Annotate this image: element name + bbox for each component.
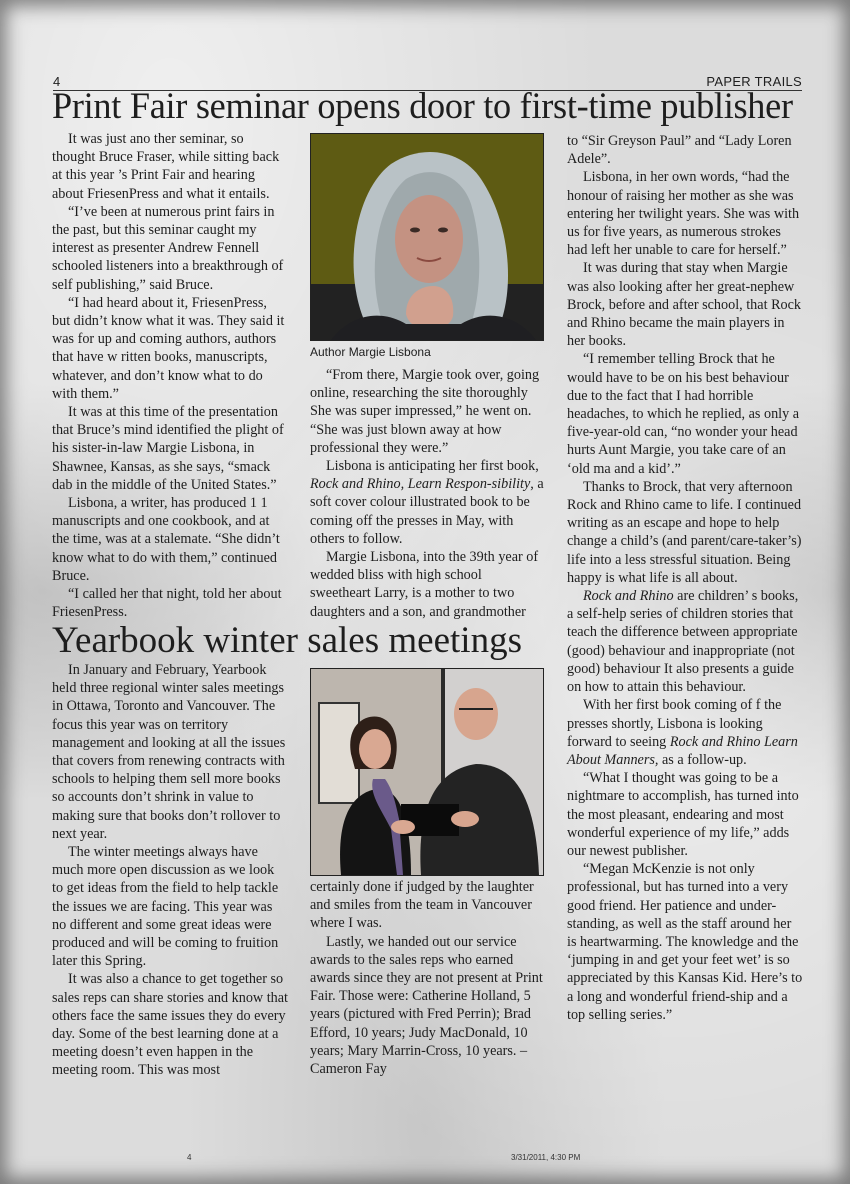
- paragraph: certainly done if judged by the laughter and smiles from the team in Vancouver where I was.: [310, 879, 534, 932]
- headline-print-fair: Print Fair seminar opens door to first-time publisher: [52, 86, 793, 127]
- paragraph: “Megan McKenzie is not only professional, but has turned into a very good friend. Her patience and under-standing, as well as the staff around her is heartwarming. The knowledge and the ‘jumping in and get your feet wet’ is so appreciated by this Kansas Kid. Here’s to a long and wonderful friend-ship and a top selling series.”: [567, 861, 803, 1023]
- text-run: Lisbona is anticipating her first book,: [326, 458, 539, 475]
- paragraph: [567, 696, 803, 769]
- text-run: With her first book coming of f the presses shortly, Lisbona is looking forward to seeing: [567, 697, 782, 750]
- paragraph: It was just ano ther seminar, so thought Bruce Fraser, while sitting back at this year ’s Print Fair and hearing about FriesenPress and what it entails.: [52, 131, 280, 202]
- footer-page-number: 4: [187, 1153, 192, 1162]
- paragraph: Thanks to Brock, that very afternoon Rock and Rhino came to life. I continued writing as an escape and hope to help change a child’s (and parent/care-taker’s) life into a less stressful situation. Being happy is what life is all about.: [567, 478, 802, 586]
- masthead: PAPER TRAILS: [706, 74, 802, 89]
- paragraph: In January and February, Yearbook held three regional winter sales meetings in Ottawa, Toronto and Vancouver. The focus this year was on territory management and looking at all the issues that covers from renewing contracts with schools to helping them sell more books so accounts don’t shrink in value to making sure that books don’t rollover to next year.: [52, 662, 286, 842]
- text-run: , a soft cover colour illustrated book to be coming off the presses in May, with others to follow.: [310, 476, 544, 547]
- paragraph: The winter meetings always have much more open discussion as we look to get ideas from the field to help tackle the issues we are facing. This year was no different and some great ideas were produced and will be coming to fruition later this Spring.: [52, 844, 279, 970]
- paragraph: “I called her that night, told her about FriesenPress.: [52, 586, 282, 621]
- book-title: Rock and Rhino, Learn Respon-sibility: [310, 476, 531, 493]
- paragraph: Lisbona, a writer, has produced 1 1 manuscripts and one cookbook, and at the time, was at a stalemate. “She didn’t know what to do with them,” continued Bruce.: [52, 495, 280, 584]
- award-photo: [310, 668, 544, 876]
- paragraph: It was also a chance to get together so sales reps can share stories and know that others face the same issues they do every day. Some of the best learning done at a meeting doesn’t even happen in the meeting room. This was most: [52, 971, 288, 1079]
- portrait-illustration: [311, 134, 543, 340]
- page-number: 4: [53, 74, 61, 89]
- paragraph: Margie Lisbona, into the 39th year of wedded bliss with high school sweetheart Larry, is a mother to two daughters and a son, and grandmother: [310, 549, 539, 620]
- paragraph: [567, 587, 803, 696]
- paragraph: “I remember telling Brock that he would have to be on his best behaviour due to the fact that I had horrible headaches, to which he replied, as only a five-year-old can, “no wonder your head hurts Aunt Margie, you take care of an ‘old ma and a kid’.”: [567, 351, 800, 477]
- article1-column-3: [567, 132, 803, 1024]
- book-title: Rock and Rhino: [583, 588, 674, 605]
- article2-column-1: [52, 661, 288, 1080]
- footer-timestamp: 3/31/2011, 4:30 PM: [511, 1153, 581, 1162]
- article2-column-2: [310, 878, 546, 1078]
- author-photo: [310, 133, 544, 341]
- paragraph: to “Sir Greyson Paul” and “Lady Loren Adele”.: [567, 133, 792, 168]
- article1-column-1: [52, 130, 288, 621]
- paragraph: Lisbona, in her own words, “had the honour of raising her mother as she was entering her twilight years. She was with us for five years, as numerous strokes had left her unable to care for herself.”: [567, 169, 800, 259]
- text-run: as a follow-up.: [658, 751, 747, 768]
- paragraph: “From there, Margie took over, going online, researching the site thoroughly She was super impressed,” he went on. “She was just blown away at how professional they were.”: [310, 367, 540, 456]
- paragraph: “I had heard about it, FriesenPress, but didn’t know what it was. They said it was for up and coming authors, authors that have w ritten books, manuscripts, whatever, and don’t know what to do with them.”: [52, 294, 285, 402]
- paragraph: It was during that stay when Margie was also looking after her great-nephew Brock, before and after school, that Rock and Rhino became the main players in her books.: [567, 260, 802, 350]
- paragraph: “I’ve been at numerous print fairs in the past, but this seminar caught my interest as presenter Andrew Fennell schooled listeners into a breakthrough of self publishing,” said Bruce.: [52, 203, 284, 293]
- text-run: are children’ s books, a self-help series of children stories that teach the difference between appropriate (good) behaviour and inappropriate (not good) behaviour It also presents a guide on how to attain this behaviour.: [567, 588, 799, 696]
- photo-caption: Author Margie Lisbona: [310, 345, 431, 359]
- book-title: Rock and Rhino Learn About Manners,: [567, 733, 798, 768]
- article1-column-2: [310, 366, 546, 621]
- paragraph: It was at this time of the presentation that Bruce’s mind identified the plight of his sister-in-law Margie Lisbona, in Shawnee, Kansas, as she says, “smack dab in the middle of the United States.”: [52, 404, 284, 493]
- paragraph: [310, 457, 546, 548]
- paragraph: “What I thought was going to be a nightmare to accomplish, has turned into the most pleasant, endearing and most wonderful experience of my life,” adds our newest publisher.: [567, 770, 799, 859]
- paragraph: Lastly, we handed out our service awards to the sales reps who earned awards since they are not present at Print Fair. Those were: Catherine Holland, 5 years (pictured with Fred Perrin); Brad Efford, 10 years; Judy MacDonald, 10 years; Mary Marrin-Cross, 10 years. – Cameron Fay: [310, 933, 543, 1078]
- award-illustration: [311, 669, 543, 875]
- headline-yearbook-meetings: Yearbook winter sales meetings: [52, 620, 522, 661]
